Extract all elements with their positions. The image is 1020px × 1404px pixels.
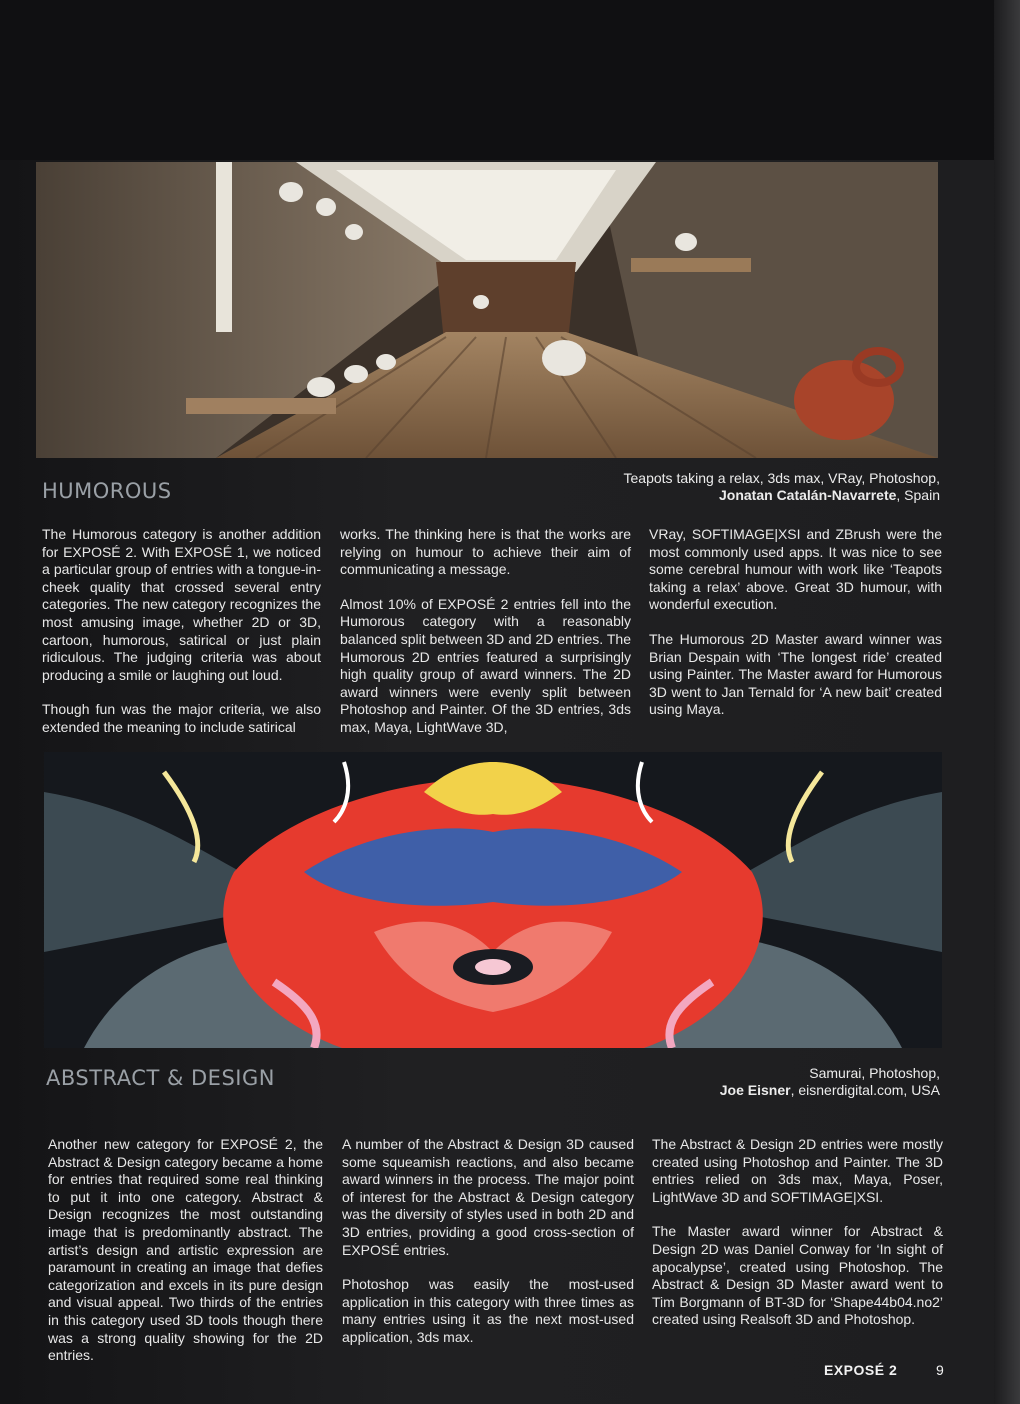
abstract-column-1 [48, 1136, 323, 1382]
teapots-artist-country: , Spain [896, 487, 940, 503]
samurai-abstract-illustration [44, 752, 942, 1048]
humorous-col2-paragraph-2: Almost 10% of EXPOSÉ 2 entries fell into the Humorous category with a reasonably balanced split between 3D and 2D entries. The Humorous 2D entries featured a surprisingly high quality group of award winners. The 2D award winners were evenly split between Photoshop and Painter. Of the 3D entries, 3ds max, Maya, LightWave 3D, [340, 595, 631, 735]
abstract-column-3 [652, 1136, 943, 1346]
teapots-caption [520, 470, 940, 504]
page-edge [994, 0, 1020, 1404]
teapots-artwork [36, 162, 938, 458]
teapots-caption-title: Teapots taking a relax, 3ds max, VRay, Photoshop, [623, 470, 940, 486]
top-dark-band [0, 0, 1020, 160]
humorous-col2-paragraph-1: works. The thinking here is that the works are relying on humour to achieve their aim of communicating a message. [340, 526, 631, 578]
teapots-artist-name: Jonatan Catalán-Navarrete [719, 487, 897, 503]
samurai-caption [520, 1065, 940, 1099]
humorous-column-3 [649, 526, 942, 736]
teapots-caption-credit [520, 487, 940, 504]
humorous-col3-paragraph-2: The Humorous 2D Master award winner was Brian Despain with ‘The longest ride’ created using Painter. The Master award for Humorous 3D went to Jan Ternald for ‘A new bait’ created using Maya. [649, 630, 942, 718]
humorous-col3-paragraph-1: VRay, SOFTIMAGE|XSI and ZBrush were the most commonly used apps. It was nice to see some cerebral humour with work like ‘Teapots taking a relax’ above. Great 3D humour, with wonderful execution. [649, 526, 942, 613]
abstract-column-2 [342, 1136, 634, 1364]
humorous-col1-paragraph-1: The Humorous category is another addition for EXPOSÉ 2. With EXPOSÉ 1, we noticed a particular group of entries with a tongue-in-cheek quality that crossed several entry categories. The new category recognizes the most amusing image, whether 2D or 3D, cartoon, humorous, satirical or just plain ridiculous. The judging criteria was about producing a smile or laughing out loud. [42, 526, 321, 683]
abstract-col1-paragraph-1: Another new category for EXPOSÉ 2, the Abstract & Design category became a home for entries that required some real thinking to put it into one category. Abstract & Design recognizes the most outstanding image that is predominantly abstract. The artist’s design and artistic expression are paramount in creating an image that defies categorization and excels in its pure design and visual appeal. Two thirds of the entries in this category used 3D tools though there was a strong quality showing for the 2D entries. [48, 1136, 323, 1364]
humorous-column-1 [42, 526, 321, 754]
samurai-caption-credit [520, 1082, 940, 1099]
humorous-col1-paragraph-2: Though fun was the major criteria, we also extended the meaning to include satirical [42, 701, 321, 735]
abstract-col2-paragraph-1: A number of the Abstract & Design 3D caused some squeamish reactions, and also became award winners in the process. The major point of interest for the Abstract & Design category was the diversity of styles used in both 2D and 3D entries, providing a good cross-section of EXPOSÉ entries. [342, 1136, 634, 1258]
footer-page-number: 9 [936, 1362, 944, 1378]
teapots-scene-illustration [36, 162, 938, 458]
abstract-col2-paragraph-2: Photoshop was easily the most-used application in this category with three times as many entries using it as the next most-used application, 3ds max. [342, 1276, 634, 1345]
footer-publication-name: EXPOSÉ 2 [824, 1362, 898, 1378]
samurai-artist-details: , eisnerdigital.com, USA [790, 1082, 940, 1098]
humorous-column-2 [340, 526, 631, 754]
abstract-design-heading: ABSTRACT & DESIGN [46, 1066, 275, 1090]
samurai-caption-title: Samurai, Photoshop, [809, 1065, 940, 1081]
abstract-col3-paragraph-2: The Master award winner for Abstract & Design 2D was Daniel Conway for ‘In sight of apocalypse’, created using Photoshop. The Abstract & Design 3D Master award went to Tim Borgmann of BT-3D for ‘Shape44b04.no2’ created using Realsoft 3D and Photoshop. [652, 1223, 943, 1328]
humorous-heading: HUMOROUS [42, 479, 172, 503]
samurai-artist-name: Joe Eisner [719, 1082, 791, 1098]
samurai-abstract-artwork [44, 752, 942, 1048]
abstract-col3-paragraph-1: The Abstract & Design 2D entries were mostly created using Photoshop and Painter. The 3D entries relied on 3ds max, Maya, Poser, LightWave 3D and SOFTIMAGE|XSI. [652, 1136, 943, 1205]
